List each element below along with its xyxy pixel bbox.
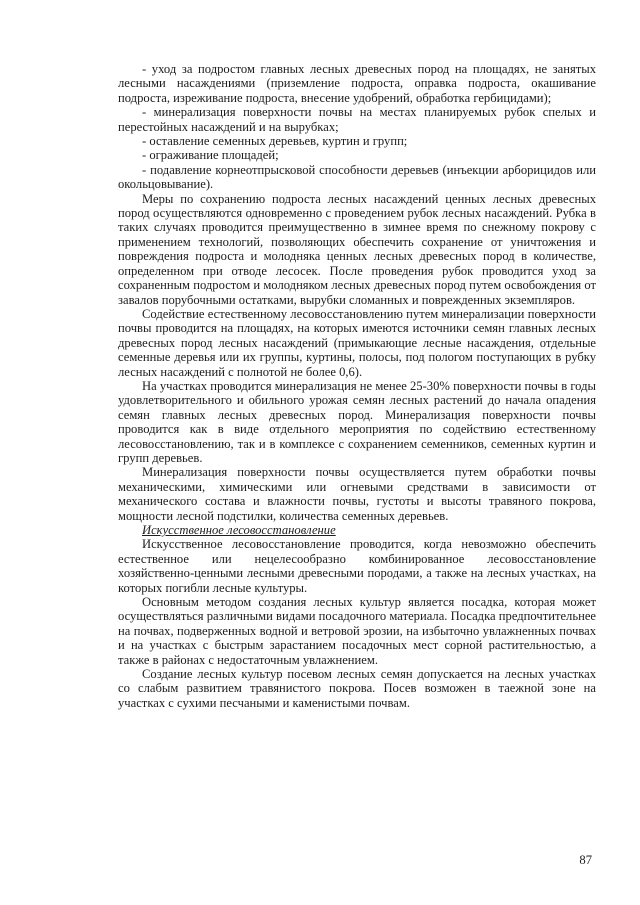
paragraph-assistance: Содействие естественному лесовосстановлению путем минерализации поверхности почвы проводится на площадях, на которых имеются источники семян главных лесных древесных пород лесных насаждений (примыкающие лесные насаждения, отдельные семенные деревья или их группы, куртины, полосы, под пологом поступающих в рубку лесных насаждений с полнотой не более 0,6). bbox=[118, 306, 596, 379]
paragraph-sowing: Создание лесных культур посевом лесных семян допускается на лесных участках со слабым развитием травянистого покрова. Посев возможен в таежной зоне на участках с сухими песчаными и каменистыми почвам. bbox=[118, 667, 596, 710]
list-item-suppression: - подавление корнеотпрысковой способности деревьев (инъекции арборицидов или окольцовывание). bbox=[118, 162, 596, 192]
document-body bbox=[118, 62, 596, 710]
paragraph-artificial-intro: Искусственное лесовосстановление проводится, когда невозможно обеспечить естественное или нецелесообразно комбинированное лесовосстановление хозяйственно-ценными лесными древесными породами, а также на лесных участках, на которых погибли лесные культуры. bbox=[118, 537, 596, 595]
paragraph-preservation: Меры по сохранению подроста лесных насаждений ценных лесных древесных пород осуществляются одновременно с проведением рубок лесных насаждений. Рубка в таких случаях проводится преимущественно в зимнее время по снежному покрову с применением технологий, позволяющих обеспечить сохранение от уничтожения и повреждения подроста и молодняка ценных лесных древесных пород в количестве, определенном при отводе лесосек. После проведения рубок проводится уход за сохраненным подростом и молодняком лесных древесных пород путем освобождения от завалов порубочными остатками, вырубки сломанных и поврежденных экземпляров. bbox=[118, 191, 596, 307]
section-heading: Искусственное лесовосстановление bbox=[142, 523, 336, 537]
paragraph-planting: Основным методом создания лесных культур является посадка, которая может осуществляться различными видами посадочного материала. Посадка предпочтительнее на почвах, подверженных водной и ветровой эрозии, на избыточно увлажненных почвах и на участках с быстрым зарастанием посадочных мест сорной растительностью, а также в районах с недостаточным увлажнением. bbox=[118, 595, 596, 667]
list-item-care: - уход за подростом главных лесных древесных пород на площадях, не занятых лесными насаждениями (приземление подроста, оправка подроста, окашивание подроста, изреживание подроста, внесение удобрений, обработка гербицидами); bbox=[118, 62, 596, 105]
list-item-fencing: - ограживание площадей; bbox=[142, 148, 279, 163]
list-item-mineralization: - минерализация поверхности почвы на местах планируемых рубок спелых и перестойных насаждений и на вырубках; bbox=[118, 105, 596, 134]
list-item-seed-trees: - оставление семенных деревьев, куртин и групп; bbox=[142, 134, 408, 149]
paragraph-mineralization-rate: На участках проводится минерализация не менее 25-30% поверхности почвы в годы удовлетворительного и обильного урожая семян лесных растений до начала опадения семян главных лесных древесных пород. Минерализация поверхности почвы проводится как в виде отдельного мероприятия по содействию естественному лесовосстановлению, так и в комплексе с сохранением семенников, семенных куртин и групп деревьев. bbox=[118, 378, 596, 465]
page-number: 87 bbox=[579, 853, 592, 867]
paragraph-mineralization-methods: Минерализация поверхности почвы осуществляется путем обработки почвы механическими, химическими или огневыми средствами в зависимости от механического состава и влажности почвы, густоты и высоты травяного покрова, мощности лесной подстилки, количества семенных деревьев. bbox=[118, 465, 596, 523]
